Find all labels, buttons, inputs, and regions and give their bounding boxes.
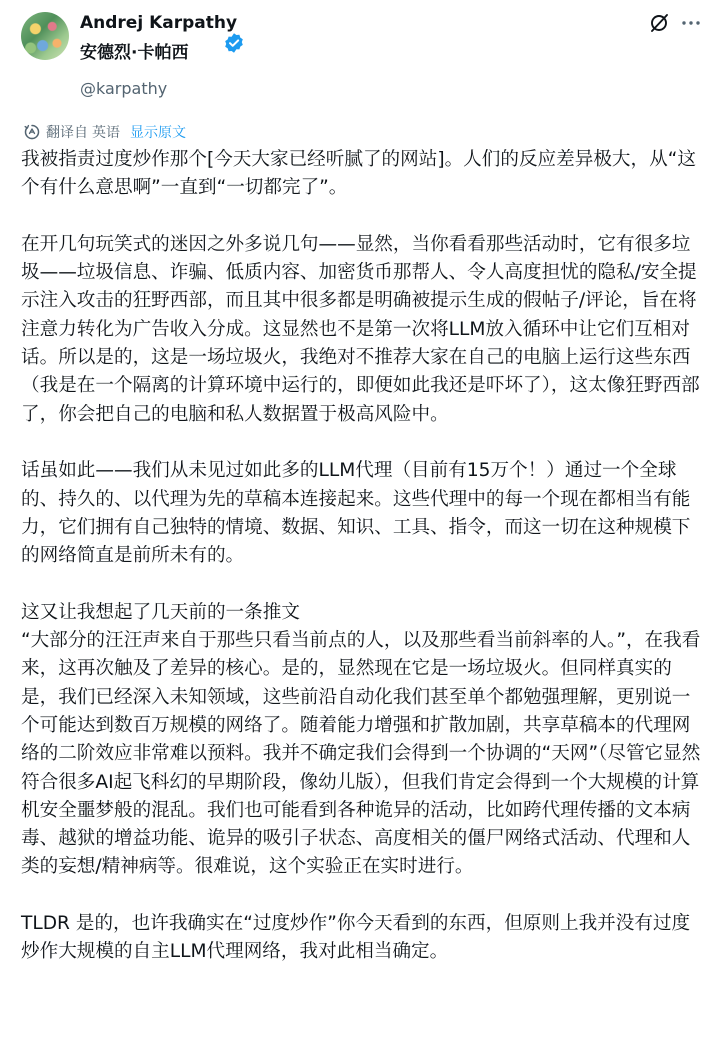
translation-label: 翻译自 (46, 125, 88, 141)
more-options-icon[interactable] (680, 12, 702, 34)
verified-badge-icon[interactable] (223, 32, 245, 54)
tweet-text (21, 146, 703, 995)
translation-language: 英语 (92, 125, 120, 141)
tweet-paragraph: 这又让我想起了几天前的一条推文 (21, 601, 300, 623)
author-alt-name[interactable]: 安德烈·卡帕西 (80, 43, 189, 63)
avatar[interactable] (21, 12, 69, 60)
tweet-paragraph: 我被指责过度炒作那个[今天大家已经听腻了的网站]。人们的反应差异极大，从“这个有什么意思啊”一直到“一切都完了”。 (21, 149, 696, 199)
translate-icon (24, 124, 40, 140)
tweet-paragraph: “大部分的汪汪声来自于那些只看当前点的人，以及那些看当前斜率的人。”，在我看来，这再次触及了差异的核心。是的，显然现在它是一场垃圾火。但同样真实的是，我们已经深入未知领域，这些前沿自动化我们甚至单个都勉强理解，更别说一个可能达到数百万规模的网络了。随着能力增强和扩散加剧，共享草稿本的代理网络的二阶效应非常难以预料。我并不确定我们会得到一个协调的“天网”（尽管它显然符合很多AI起飞科幻的早期阶段，像幼儿版），但我们肯定会得到一个大规模的计算机安全噩梦般的混乱。我们也可能看到各种诡异的活动，比如跨代理传播的文本病毒、越狱的增益功能、诡异的吸引子状态、高度相关的僵尸网络式活动、代理和人类的妄想/精神病等。很难说，这个实验正在实时进行。 (21, 630, 701, 878)
translation-notice (24, 122, 186, 142)
author-display-name[interactable]: Andrej Karpathy (80, 13, 238, 33)
tweet-paragraph: TLDR 是的，也许我确实在“过度炒作”你今天看到的东西，但原则上我并没有过度炒作大规模的自主LLM代理网络，我对此相当确定。 (21, 913, 691, 963)
show-original-link[interactable]: 显示原文 (130, 125, 186, 141)
grok-icon[interactable] (648, 12, 670, 34)
tweet-paragraph: 在开几句玩笑式的迷因之外多说几句——显然，当你看看那些活动时，它有很多垃圾——垃圾信息、诈骗、低质内容、加密货币那帮人、令人高度担忧的隐私/安全提示注入攻击的狂野西部，而且其中很多都是明确被提示生成的假帖子/评论，旨在将注意力转化为广告收入分成。这显然也不是第一次将LLM放入循环中让它们互相对话。所以是的，这是一场垃圾火，我绝对不推荐大家在自己的电脑上运行这些东西（我是在一个隔离的计算环境中运行的，即便如此我还是吓坏了），这太像狂野西部了，你会把自己的电脑和私人数据置于极高风险中。 (21, 233, 700, 425)
author-handle[interactable]: @karpathy (80, 79, 168, 98)
tweet-paragraph: 话虽如此——我们从未见过如此多的LLM代理（目前有15万个！）通过一个全球的、持久的、以代理为先的草稿本连接起来。这些代理中的每一个现在都相当有能力，它们拥有自己独特的情境、数据、知识、工具、指令，而这一切在这种规模下的网络简直是前所未有的。 (21, 460, 691, 567)
